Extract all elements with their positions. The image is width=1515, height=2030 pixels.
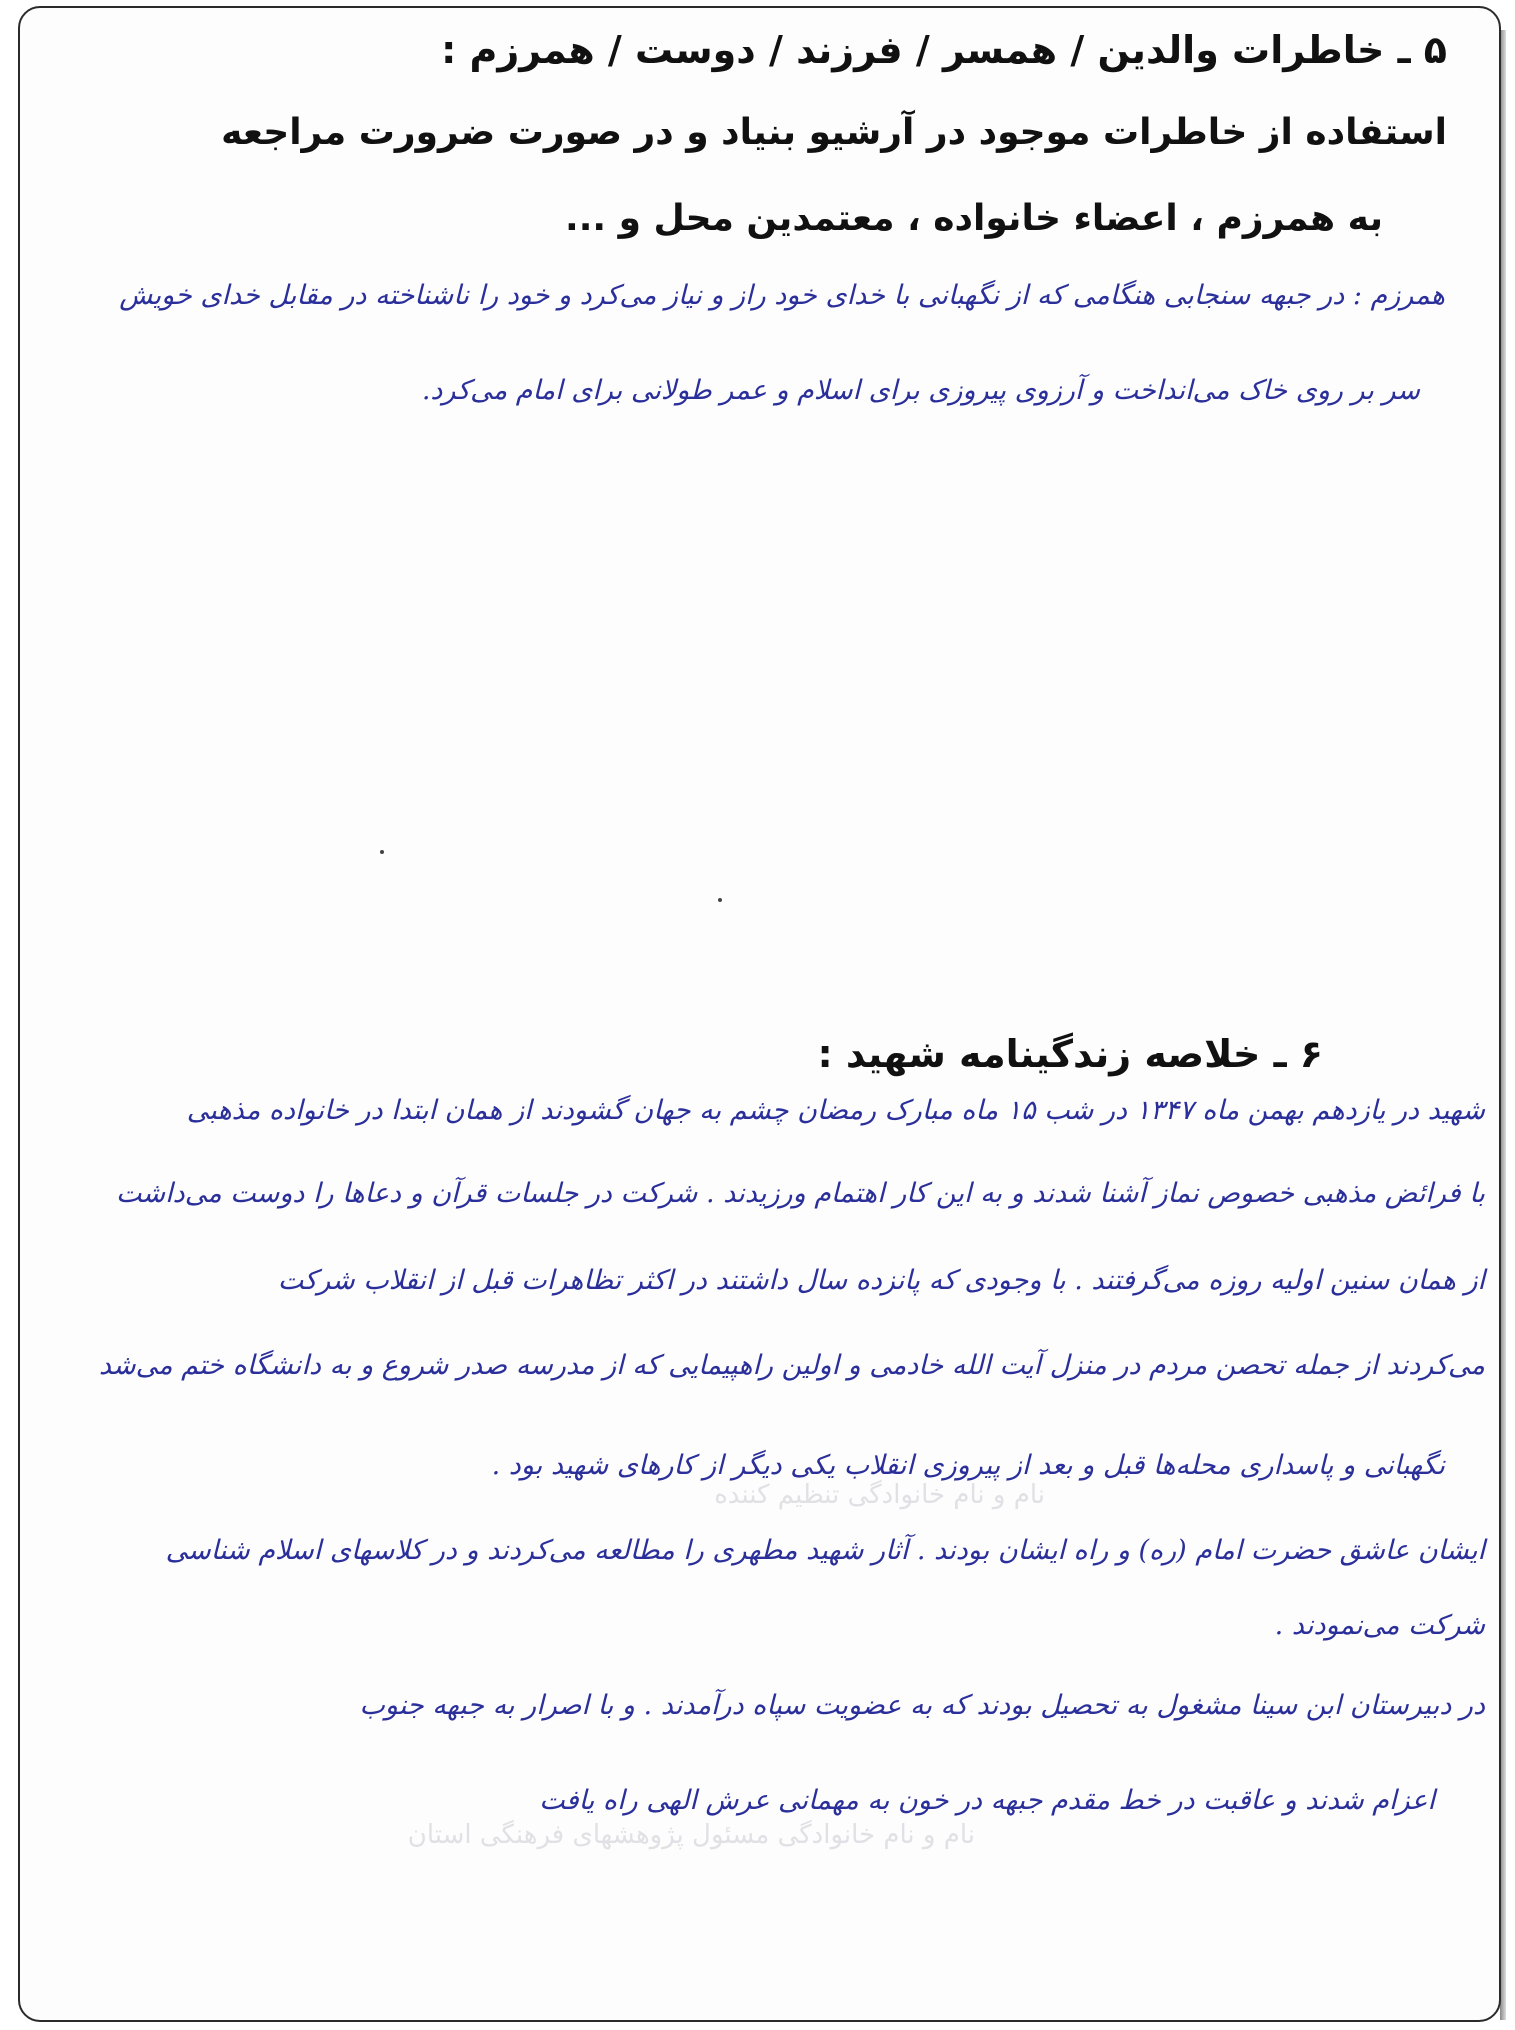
paper-speck	[718, 898, 722, 902]
section-5-heading: ۵ ـ خاطرات والدین / همسر / فرزند / دوست / همرزم :	[441, 28, 1447, 72]
handwritten-biography-line: از همان سنین اولیه روزه می‌گرفتند . با وجودی که پانزده سال داشتند در اکثر تظاهرات قبل از انقلاب شرکت	[277, 1265, 1485, 1296]
bleed-through-text: نام و نام خانوادگی مسئول پژوهشهای فرهنگی استان	[407, 1820, 975, 1850]
handwritten-biography-line: شرکت می‌نمودند .	[1274, 1610, 1485, 1641]
handwritten-biography-line: اعزام شدند و عاقبت در خط مقدم جبهه در خون به مهمانی عرش الهی راه یافت	[539, 1785, 1435, 1816]
handwritten-biography-line: شهید در یازدهم بهمن ماه ۱۳۴۷ در شب ۱۵ ماه مبارک رمضان چشم به جهان گشودند از همان ابتدا در خانواده مذهبی	[186, 1095, 1485, 1126]
handwritten-biography-line: در دبیرستان ابن سینا مشغول به تحصیل بودند که به عضویت سپاه درآمدند . و با اصرار به جبهه جنوب	[359, 1690, 1485, 1721]
paper-speck	[380, 850, 384, 854]
handwritten-biography-line: با فرائض مذهبی خصوص نماز آشنا شدند و به این کار اهتمام ورزیدند . شرکت در جلسات قرآن و دعاها را دوست می‌داشت	[116, 1178, 1485, 1209]
handwritten-biography-line: نگهبانی و پاسداری محله‌ها قبل و بعد از پیروزی انقلاب یکی دیگر از کارهای شهید بود .	[491, 1450, 1445, 1481]
handwritten-memory-line: سر بر روی خاک می‌انداخت و آرزوی پیروزی برای اسلام و عمر طولانی برای امام می‌کرد.	[421, 375, 1420, 406]
handwritten-memory-line: همرزم : در جبهه سنجابی هنگامی که از نگهبانی با خدای خود راز و نیاز می‌کرد و خود را ناشناخته در مقابل خدای خویش	[119, 280, 1445, 311]
bleed-through-text: نام و نام خانوادگی تنظیم کننده	[714, 1480, 1045, 1510]
section-5-instruction-line-1: استفاده از خاطرات موجود در آرشیو بنیاد و در صورت ضرورت مراجعه	[221, 112, 1447, 153]
section-6-heading: ۶ ـ خلاصه زندگینامه شهید :	[817, 1032, 1323, 1076]
handwritten-biography-line: ایشان عاشق حضرت امام (ره) و راه ایشان بودند . آثار شهید مطهری را مطالعه می‌کردند و در کلاسهای اسلام شناسی	[165, 1535, 1485, 1566]
section-5-instruction-line-2: به همرزم ، اعضاء خانواده ، معتمدین محل و ...	[565, 198, 1383, 239]
handwritten-biography-line: می‌کردند از جمله تحصن مردم در منزل آیت الله خادمی و اولین راهپیمایی که از مدرسه صدر شروع و به دانشگاه ختم می‌شد	[98, 1350, 1485, 1381]
